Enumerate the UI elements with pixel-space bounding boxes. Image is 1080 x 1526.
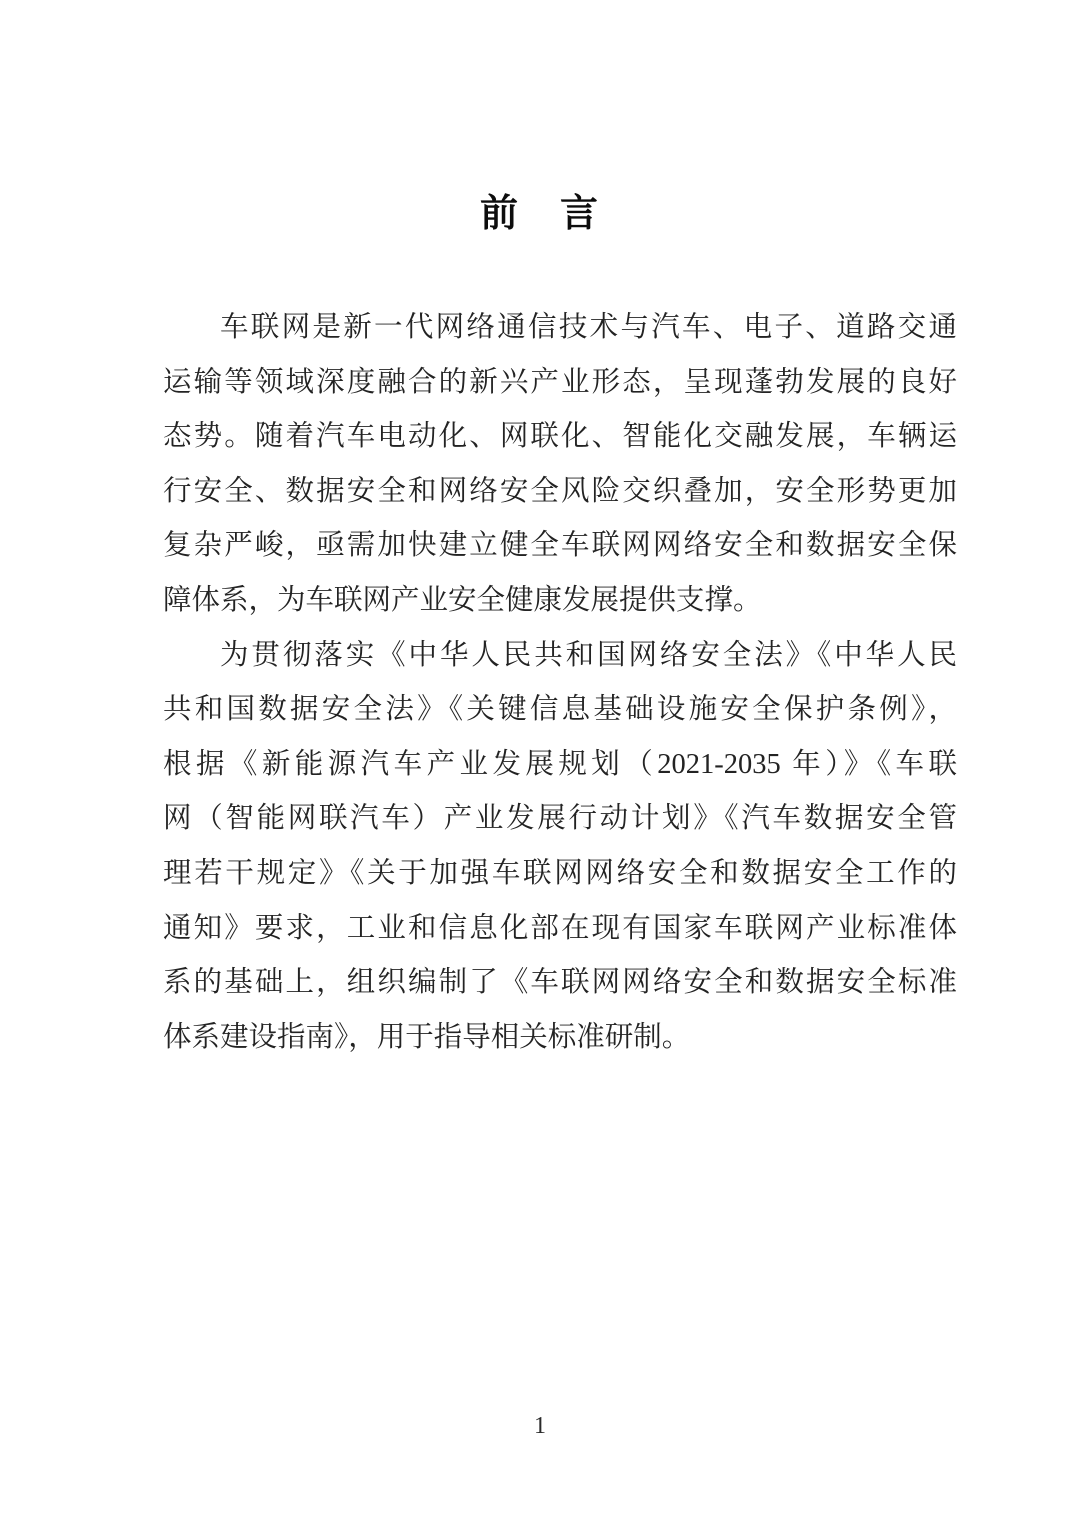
text-line: 网（智能网联汽车）产业发展行动计划》《汽车数据安全管 (163, 803, 957, 835)
text-line: 为贯彻落实《中华人民共和国网络安全法》《中华人民 (220, 639, 957, 671)
text-line: 体系建设指南》，用于指导相关标准研制。 (163, 1021, 691, 1053)
text-line: 态势。随着汽车电动化、网联化、智能化交融发展，车辆运 (163, 421, 957, 453)
page-number: 1 (534, 1413, 546, 1439)
text-line: 根据《新能源汽车产业发展规划（2021-2035 年）》《车联 (163, 748, 957, 780)
text-line: 行安全、数据安全和网络安全风险交织叠加，安全形势更加 (163, 475, 957, 507)
text-line: 复杂严峻，亟需加快建立健全车联网网络安全和数据安全保 (163, 530, 957, 562)
text-line: 共和国数据安全法》《关键信息基础设施安全保护条例》， (163, 694, 957, 726)
page-title: 前 言 (479, 193, 600, 235)
text-line: 通知》要求，工业和信息化部在现有国家车联网产业标准体 (163, 912, 957, 944)
text-line: 车联网是新一代网络通信技术与汽车、电子、道路交通 (220, 312, 957, 343)
document-body (163, 301, 957, 1065)
text-line: 理若干规定》《关于加强车联网网络安全和数据安全工作的 (163, 857, 957, 889)
text-line: 运输等领域深度融合的新兴产业形态，呈现蓬勃发展的良好 (163, 366, 957, 398)
text-line: 障体系，为车联网产业安全健康发展提供支撑。 (163, 584, 762, 616)
text-line: 系的基础上，组织编制了《车联网网络安全和数据安全标准 (163, 967, 957, 999)
